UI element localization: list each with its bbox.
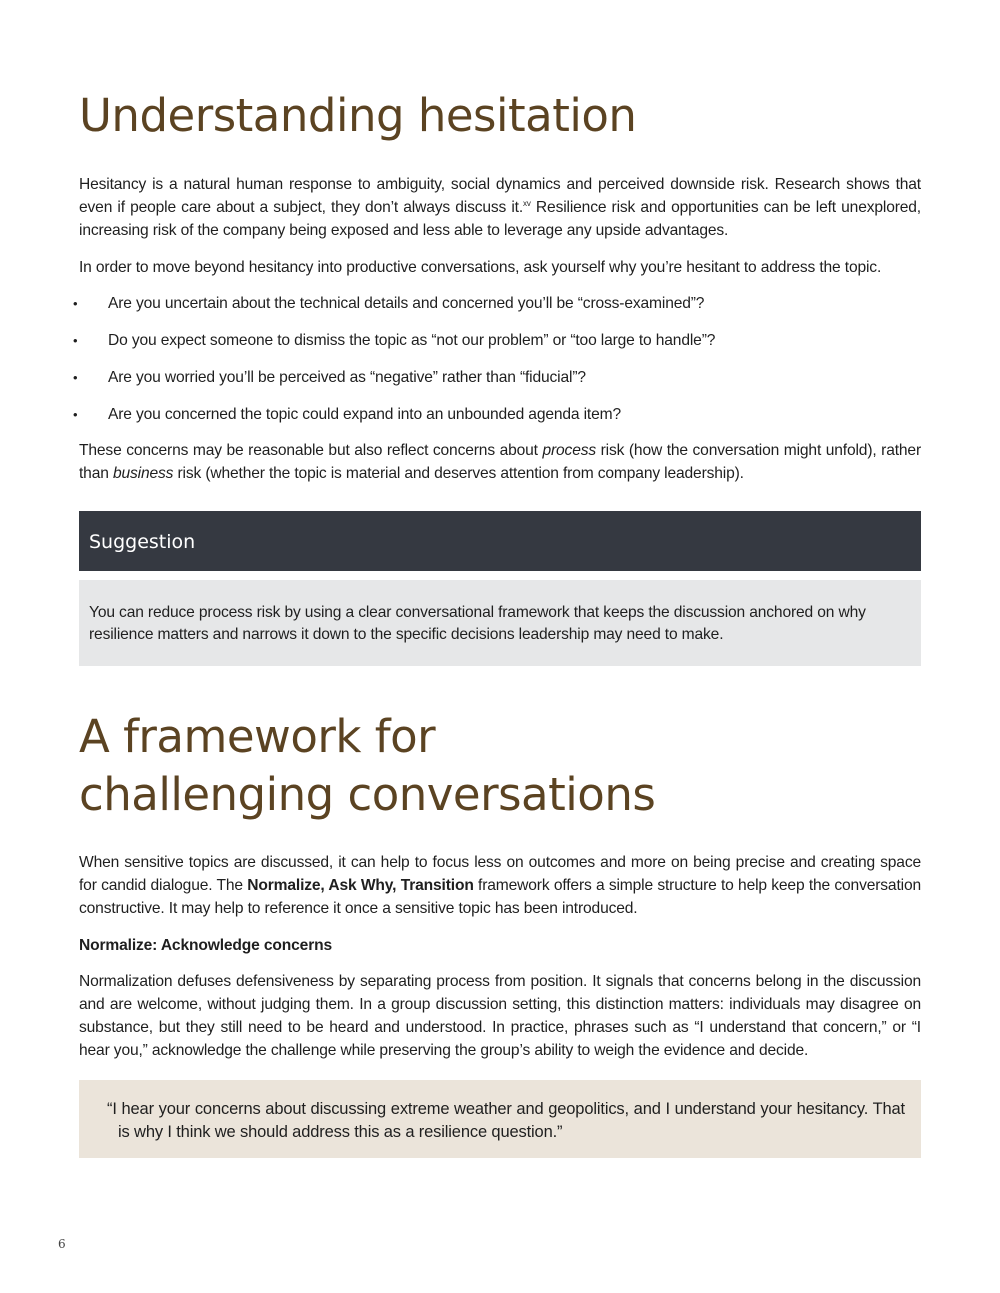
list-item-text: Are you worried you’ll be perceived as “negative” rather than “fiducial”?: [108, 369, 586, 386]
paragraph-framework-intro: [79, 851, 921, 920]
suggestion-box: [79, 580, 921, 666]
quote-box: [79, 1080, 921, 1158]
paragraph-text: Hesitancy is a natural human response to ambiguity, social dynamics and perceived downside risk. Research shows that even if people care about a subject, they don’t always discuss it.: [79, 176, 921, 216]
list-item: [69, 403, 929, 440]
bullet-icon: •: [73, 296, 78, 311]
paragraph-text: When sensitive topics are discussed, it can help to focus less on outcomes and more on being precise and creating space for candid dialogue. The: [79, 854, 921, 894]
paragraph-text: framework offers a simple structure to help keep the conversation constructive. It may help to reference it once a sensitive topic has been introduced.: [79, 877, 921, 917]
page-number: 6: [58, 1237, 66, 1251]
paragraph-text: risk (whether the topic is material and deserves attention from company leadership).: [173, 465, 744, 482]
paragraph-text: Resilience risk and opportunities can be left unexplored, increasing risk of the company being exposed and less able to leverage any upside advantages.: [79, 199, 921, 239]
suggestion-text: You can reduce process risk by using a clear conversational framework that keeps the discussion anchored on why resilience matters and narrows it down to the specific decisions leadership may need to make.: [89, 604, 866, 643]
paragraph-hesitancy: [79, 173, 921, 242]
paragraph-text: risk (how the conversation might unfold), rather than: [79, 442, 921, 482]
bullet-icon: •: [73, 370, 78, 385]
paragraph-process-risk: [79, 439, 921, 485]
list-item-text: Do you expect someone to dismiss the topic as “not our problem” or “too large to handle”?: [108, 332, 716, 349]
framework-name: Normalize, Ask Why, Transition: [247, 877, 474, 894]
bullet-icon: •: [73, 333, 78, 348]
bullet-icon: •: [73, 407, 78, 422]
hesitation-questions-list: [69, 292, 929, 440]
paragraph-normalization: Normalization defuses defensiveness by separating process from position. It signals that concerns belong in the discussion and are welcome, without judging them. In a group discussion setting, this distinction matters: individuals may disagree on substance, but they still need to be heard and understood. In practice, phrases such as “I understand that concern,” or “I hear you,” acknowledge the challenge while preserving the group’s ability to weigh the evidence and decide.: [79, 973, 921, 1059]
list-item-text: Are you uncertain about the technical details and concerned you’ll be “cross-examined”?: [108, 295, 705, 312]
list-item: [69, 292, 929, 329]
list-item: [69, 329, 929, 366]
suggestion-title: Suggestion: [89, 531, 196, 553]
paragraph-text: These concerns may be reasonable but also reflect concerns about: [79, 442, 543, 459]
title-line: A framework for: [79, 710, 436, 763]
suggestion-header: [79, 511, 921, 571]
paragraph-move-beyond: In order to move beyond hesitancy into productive conversations, ask yourself why you’re hesitant to address the topic.: [79, 259, 882, 276]
quote-text: “I hear your concerns about discussing extreme weather and geopolitics, and I understand your hesitancy. That is why I think we should address this as a resilience question.”: [107, 1100, 905, 1141]
section-title-framework: [79, 708, 921, 824]
emphasis-business: business: [112, 465, 174, 482]
section-title-understanding-hesitation: Understanding hesitation: [79, 89, 637, 142]
list-item: [69, 366, 929, 403]
emphasis-process: process: [542, 442, 597, 459]
list-item-text: Are you concerned the topic could expand into an unbounded agenda item?: [108, 406, 621, 423]
footnote-reference[interactable]: xv: [523, 198, 531, 208]
title-line: challenging conversations: [79, 768, 656, 821]
subhead-normalize: Normalize: Acknowledge concerns: [79, 937, 333, 954]
